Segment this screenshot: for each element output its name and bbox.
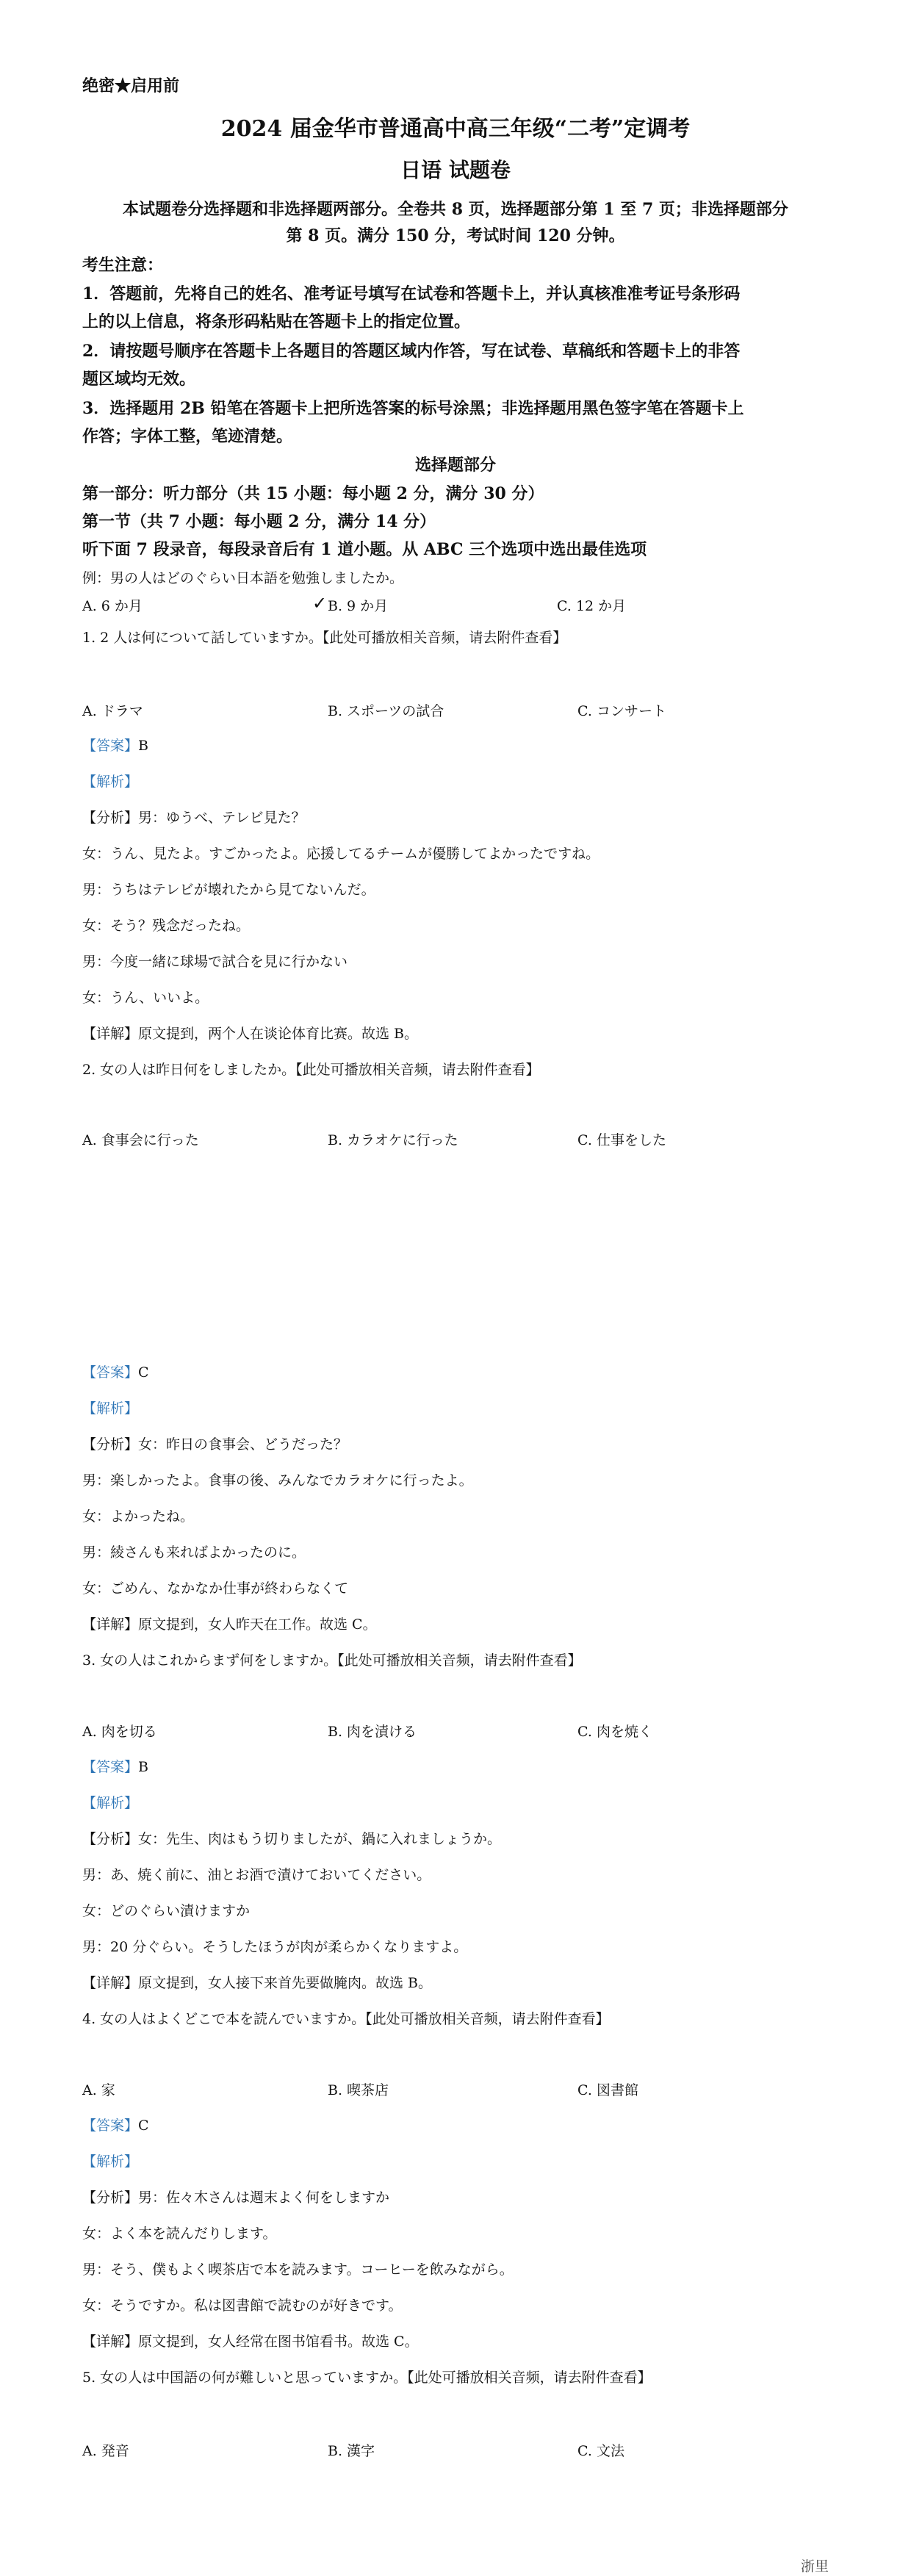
- notice-1b: 上的以上信息，将条形码粘贴在答题卡上的指定位置。: [82, 312, 471, 331]
- q4-audio-note: 【此处可播放相关音频，请去附件查看】: [365, 2011, 610, 2027]
- q4-detail-text: 原文提到，女人经常在图书馆看书。故选 C。: [138, 2334, 419, 2350]
- q1-detail: [82, 1023, 829, 1043]
- q4-option-a: A. 家: [82, 2082, 115, 2098]
- q4-dialogue-1: [82, 2187, 829, 2206]
- intro-line-2: 第 8 页。满分 150 分，考试时间 120 分钟。: [286, 226, 625, 245]
- q1-line-1: 男：ゆうべ、テレビ見た？: [138, 810, 306, 826]
- q2-line-1: 女：昨日の食事会、どうだった？: [138, 1436, 348, 1453]
- section-title: 选择题部分: [414, 456, 496, 475]
- example-option-c: C. 12 か月: [557, 598, 627, 614]
- section1-heading: 第一节（共 7 小题：每小题 2 分，满分 14 分）: [82, 512, 436, 531]
- q3-detail-text: 原文提到，女人接下来首先要做腌肉。故选 B。: [138, 1975, 433, 1991]
- q2-line-4: 男：綾さんも来ればよかったのに。: [82, 1544, 306, 1561]
- q2-option-c: C. 仕事をした: [577, 1132, 666, 1148]
- q2-detail-text: 原文提到，女人昨天在工作。故选 C。: [138, 1616, 377, 1633]
- q4-option-b: B. 喫茶店: [328, 2082, 389, 2098]
- q5-option-c: C. 文法: [577, 2443, 624, 2459]
- q3-option-b: B. 肉を漬ける: [328, 1724, 417, 1740]
- answer-tag: 【答案】: [82, 2118, 139, 2134]
- q4-stem: [82, 2008, 829, 2028]
- q1-stem: [82, 627, 829, 647]
- q4-answer: [82, 2115, 829, 2134]
- q2-line-2: 男：楽しかったよ。食事の後、みんなでカラオケに行ったよ。: [82, 1472, 473, 1489]
- q4-stem-text: 4. 女の人はよくどこで本を読んでいますか。: [82, 2011, 366, 2027]
- footer-mark: 浙里: [800, 2558, 829, 2575]
- answer-tag: 【答案】: [82, 1759, 139, 1775]
- q2-analysis-tag: 【解析】: [82, 1400, 139, 1417]
- q5-option-a: A. 発音: [82, 2443, 129, 2459]
- q3-answer-value: B: [138, 1759, 148, 1775]
- fenxi-tag: 【分析】: [82, 810, 139, 826]
- q4-option-c: C. 図書館: [577, 2082, 638, 2098]
- q1-detail-text: 原文提到，两个人在谈论体育比赛。故选 B。: [138, 1026, 419, 1042]
- q1-stem-text: 1. 2 人は何について話していますか。: [82, 630, 323, 646]
- q2-option-b: B. カラオケに行った: [328, 1132, 458, 1148]
- part1-heading: 第一部分：听力部分（共 15 小题：每小题 2 分，满分 30 分）: [82, 484, 544, 503]
- q3-analysis-tag: 【解析】: [82, 1795, 139, 1811]
- instruction: 听下面 7 段录音，每段录音后有 1 道小题。从 ABC 三个选项中选出最佳选项: [82, 540, 647, 559]
- q3-stem: [82, 1649, 829, 1669]
- q3-option-a: A. 肉を切る: [82, 1724, 157, 1740]
- notice-1a: 1．答题前，先将自己的姓名、准考证号填写在试卷和答题卡上，并认真核准准考证号条形码: [82, 284, 741, 303]
- q1-option-c: C. コンサート: [577, 703, 666, 719]
- secret-label: 绝密★启用前: [82, 76, 180, 96]
- intro-line-1: 本试题卷分选择题和非选择题两部分。全卷共 8 页，选择题部分第 1 至 7 页；非选择题部分: [123, 200, 788, 219]
- q2-option-a: A. 食事会に行った: [82, 1132, 199, 1148]
- q3-answer: [82, 1756, 829, 1776]
- fenxi-tag: 【分析】: [82, 2190, 139, 2206]
- q4-line-3: 男：そう、僕もよく喫茶店で本を読みます。コーヒーを飲みながら。: [82, 2262, 514, 2278]
- q2-answer: [82, 1361, 829, 1381]
- notice-3b: 作答；字体工整，笔迹清楚。: [82, 427, 293, 446]
- q1-answer: [82, 735, 829, 755]
- q2-line-5: 女：ごめん、なかなか仕事が終わらなくて: [82, 1580, 349, 1597]
- q3-line-2: 男：あ、焼く前に、油とお酒で漬けておいてください。: [82, 1867, 431, 1883]
- q3-dialogue-1: [82, 1828, 829, 1848]
- q2-dialogue-1: [82, 1433, 829, 1453]
- q1-line-3: 男：うちはテレビが壊れたから見てないんだ。: [82, 882, 375, 898]
- example-question: 例：男の人はどのぐらい日本語を勉強しましたか。: [82, 570, 404, 586]
- fenxi-tag: 【分析】: [82, 1831, 139, 1847]
- q4-line-1: 男：佐々木さんは週末よく何をしますか: [138, 2190, 390, 2206]
- q1-audio-note: 【此处可播放相关音频，请去附件查看】: [322, 630, 567, 646]
- q4-detail: [82, 2331, 829, 2350]
- exam-subtitle: 日语 试题卷: [400, 158, 511, 182]
- notice-2b: 题区域均无效。: [82, 370, 196, 389]
- exam-title: 2024 届金华市普通高中高三年级“二考”定调考: [220, 116, 691, 142]
- q1-line-2: 女：うん、見たよ。すごかったよ。応援してるチームが優勝してよかったですね。: [82, 846, 600, 862]
- q1-option-b: B. スポーツの試合: [328, 703, 444, 719]
- q5-stem: [82, 2367, 829, 2386]
- detail-tag: 【详解】: [82, 1975, 139, 1991]
- q3-line-4: 男：20 分ぐらい。そうしたほうが肉が柔らかくなりますよ。: [82, 1939, 468, 1955]
- q5-option-b: B. 漢字: [328, 2443, 375, 2459]
- q3-line-3: 女：どのぐらい漬けますか: [82, 1903, 251, 1919]
- detail-tag: 【详解】: [82, 2334, 139, 2350]
- q5-audio-note: 【此处可播放相关音频，请去附件查看】: [407, 2370, 652, 2386]
- check-icon: ✓: [312, 593, 328, 614]
- notice-3a: 3．选择题用 2B 铅笔在答题卡上把所选答案的标号涂黑；非选择题用黑色签字笔在答题卡上: [82, 399, 744, 418]
- q1-line-6: 女：うん、いいよ。: [82, 990, 209, 1006]
- example-option-b: B. 9 か月: [328, 598, 389, 614]
- q4-analysis-tag: 【解析】: [82, 2154, 139, 2170]
- q2-stem-text: 2. 女の人は昨日何をしましたか。: [82, 1062, 296, 1078]
- q4-line-4: 女：そうですか。私は図書館で読むのが好きです。: [82, 2298, 403, 2314]
- q1-line-5: 男：今度一緒に球場で試合を見に行かない: [82, 954, 348, 970]
- q4-answer-value: C: [138, 2118, 149, 2134]
- example-option-a: A. 6 か月: [82, 598, 143, 614]
- q3-detail: [82, 1972, 829, 1992]
- q2-answer-value: C: [138, 1364, 149, 1381]
- q1-dialogue-1: [82, 807, 829, 827]
- q2-stem: [82, 1059, 829, 1079]
- q5-stem-text: 5. 女の人は中国語の何が難しいと思っていますか。: [82, 2370, 408, 2386]
- detail-tag: 【详解】: [82, 1026, 139, 1042]
- q1-line-4: 女：そう？残念だったね。: [82, 918, 251, 934]
- notice-2a: 2．请按题号顺序在答题卡上各题目的答题区域内作答，写在试卷、草稿纸和答题卡上的非答: [82, 342, 741, 361]
- notice-title: 考生注意：: [82, 256, 164, 275]
- fenxi-tag: 【分析】: [82, 1436, 139, 1453]
- q2-audio-note: 【此处可播放相关音频，请去附件查看】: [295, 1062, 540, 1078]
- q3-stem-text: 3. 女の人はこれからまず何をしますか。: [82, 1652, 338, 1669]
- q3-line-1: 女：先生、肉はもう切りましたが、鍋に入れましょうか。: [138, 1831, 502, 1847]
- q2-detail: [82, 1613, 829, 1633]
- q2-line-3: 女：よかったね。: [82, 1508, 195, 1525]
- q1-answer-value: B: [138, 738, 148, 754]
- answer-tag: 【答案】: [82, 1364, 139, 1381]
- q1-option-a: A. ドラマ: [82, 703, 143, 719]
- q4-line-2: 女：よく本を読んだりします。: [82, 2226, 277, 2242]
- q1-analysis-tag: 【解析】: [82, 774, 139, 790]
- answer-tag: 【答案】: [82, 738, 139, 754]
- detail-tag: 【详解】: [82, 1616, 139, 1633]
- q3-option-c: C. 肉を焼く: [577, 1724, 652, 1740]
- q3-audio-note: 【此处可播放相关音频，请去附件查看】: [337, 1652, 582, 1669]
